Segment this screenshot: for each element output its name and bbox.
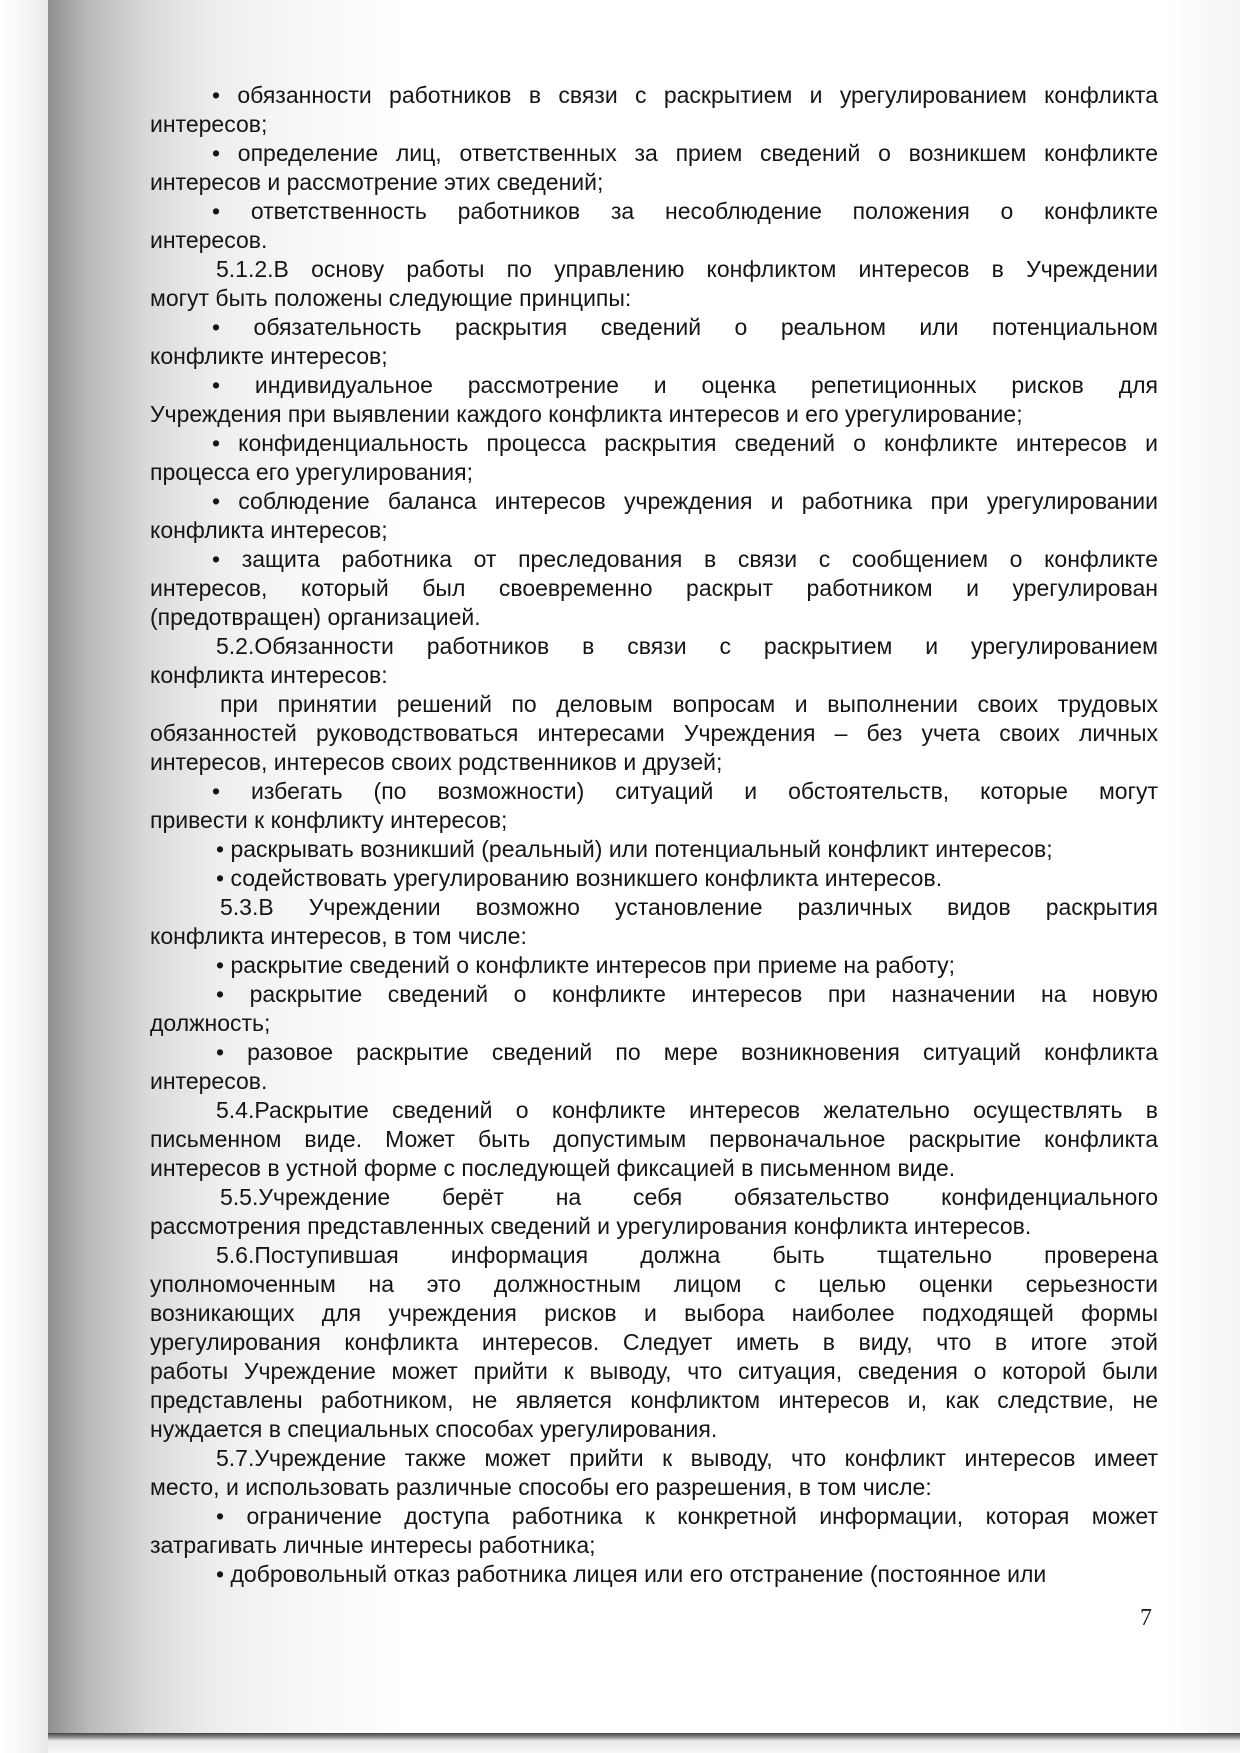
text-line: • обязанности работников в связи с раскрытием и урегулированием конфликта <box>212 82 1158 108</box>
text-line: 5.6.Поступившая информация должна быть тщательно проверена <box>216 1242 1158 1268</box>
paragraph <box>150 864 1158 893</box>
text-line: интересов. <box>150 1068 268 1094</box>
paragraph <box>150 371 1158 429</box>
text-line: привести к конфликту интересов; <box>150 807 508 833</box>
text-line: • избегать (по возможности) ситуаций и обстоятельств, которые могут <box>212 778 1158 804</box>
text-line: • защита работника от преследования в связи с сообщением о конфликте <box>212 546 1158 572</box>
document-body <box>150 81 1158 1589</box>
paragraph <box>150 139 1158 197</box>
text-line: работы Учреждение может прийти к выводу, что ситуация, сведения о которой были <box>150 1358 1158 1384</box>
text-line: • ответственность работников за несоблюдение положения о конфликте <box>212 198 1158 224</box>
text-line: • индивидуальное рассмотрение и оценка репетиционных рисков для <box>212 372 1158 398</box>
paragraph <box>150 835 1158 864</box>
paragraph <box>150 1096 1158 1183</box>
text-line: • раскрытие сведений о конфликте интересов при приеме на работу; <box>216 952 956 978</box>
paragraph <box>150 313 1158 371</box>
text-line: • добровольный отказ работника лицея или его отстранение (постоянное или <box>216 1561 1047 1587</box>
text-line: • раскрывать возникший (реальный) или потенциальный конфликт интересов; <box>216 836 1053 862</box>
paragraph <box>150 1560 1158 1589</box>
text-line: 5.1.2.В основу работы по управлению конфликтом интересов в Учреждении <box>216 256 1158 282</box>
text-line: уполномоченным на это должностным лицом с целью оценки серьезности <box>150 1271 1158 1297</box>
text-line: 5.3.В Учреждении возможно установление различных видов раскрытия <box>220 894 1158 920</box>
text-line: интересов, который был своевременно раскрыт работником и урегулирован <box>150 575 1158 601</box>
text-line: 5.2.Обязанности работников в связи с раскрытием и урегулированием <box>216 633 1158 659</box>
text-line: могут быть положены следующие принципы: <box>150 285 632 311</box>
paragraph <box>150 429 1158 487</box>
text-line: должность; <box>150 1010 271 1036</box>
paragraph <box>150 632 1158 690</box>
paragraph <box>150 1502 1158 1560</box>
text-line: интересов и рассмотрение этих сведений; <box>150 169 604 195</box>
paragraph <box>150 197 1158 255</box>
text-line: конфликта интересов; <box>150 517 388 543</box>
text-line: • ограничение доступа работника к конкретной информации, которая может <box>216 1503 1158 1529</box>
paragraph <box>150 81 1158 139</box>
text-line: • раскрытие сведений о конфликте интересов при назначении на новую <box>216 981 1158 1007</box>
text-line: обязанностей руководствоваться интересами Учреждения – без учета своих личных <box>150 720 1158 746</box>
text-line: интересов в устной форме с последующей фиксацией в письменном виде. <box>150 1155 956 1181</box>
text-line: интересов. <box>150 227 268 253</box>
paragraph <box>150 487 1158 545</box>
text-line: конфликте интересов; <box>150 343 388 369</box>
text-line: • конфиденциальность процесса раскрытия сведений о конфликте интересов и <box>212 430 1158 456</box>
text-line: конфликта интересов, в том числе: <box>150 923 527 949</box>
text-line: 5.7.Учреждение также может прийти к выводу, что конфликт интересов имеет <box>216 1445 1158 1471</box>
page-bottom-edge <box>48 1733 1240 1753</box>
text-line: место, и использовать различные способы его разрешения, в том числе: <box>150 1474 932 1500</box>
paragraph <box>150 1444 1158 1502</box>
text-line: рассмотрения представленных сведений и урегулирования конфликта интересов. <box>150 1213 1032 1239</box>
text-line: • разовое раскрытие сведений по мере возникновения ситуаций конфликта <box>216 1039 1158 1065</box>
text-line: 5.5.Учреждение берёт на себя обязательство конфиденциального <box>220 1184 1158 1210</box>
text-line: процесса его урегулирования; <box>150 459 473 485</box>
text-line: • обязательность раскрытия сведений о реальном или потенциальном <box>212 314 1158 340</box>
text-line: письменном виде. Может быть допустимым первоначальное раскрытие конфликта <box>150 1126 1158 1152</box>
paragraph <box>150 1183 1158 1241</box>
paragraph <box>150 255 1158 313</box>
paragraph <box>150 1038 1158 1096</box>
paragraph <box>150 777 1158 835</box>
text-line: представлены работником, не является конфликтом интересов и, как следствие, не <box>150 1387 1158 1413</box>
text-line: Учреждения при выявлении каждого конфликта интересов и его урегулирование; <box>150 401 1023 427</box>
text-line: нуждается в специальных способах урегулирования. <box>150 1416 718 1442</box>
text-line: затрагивать личные интересы работника; <box>150 1532 596 1558</box>
paragraph <box>150 980 1158 1038</box>
paragraph <box>150 545 1158 632</box>
text-line: • содействовать урегулированию возникшего конфликта интересов. <box>216 865 943 891</box>
page-number: 7 <box>1140 1605 1152 1631</box>
text-line: интересов, интересов своих родственников и друзей; <box>150 749 723 775</box>
text-line: 5.4.Раскрытие сведений о конфликте интересов желательно осуществлять в <box>216 1097 1158 1123</box>
text-line: при принятии решений по деловым вопросам и выполнении своих трудовых <box>220 691 1158 717</box>
text-line: • определение лиц, ответственных за прием сведений о возникшем конфликте <box>212 140 1158 166</box>
paragraph <box>150 690 1158 777</box>
text-line: возникающих для учреждения рисков и выбора наиболее подходящей формы <box>150 1300 1158 1326</box>
paragraph <box>150 951 1158 980</box>
text-line: конфликта интересов: <box>150 662 388 688</box>
text-line: урегулирования конфликта интересов. Следует иметь в виду, что в итоге этой <box>150 1329 1158 1355</box>
text-line: (предотвращен) организацией. <box>150 604 481 630</box>
text-line: интересов; <box>150 111 268 137</box>
text-line: • соблюдение баланса интересов учреждения и работника при урегулировании <box>212 488 1158 514</box>
paragraph <box>150 893 1158 951</box>
paragraph <box>150 1241 1158 1444</box>
